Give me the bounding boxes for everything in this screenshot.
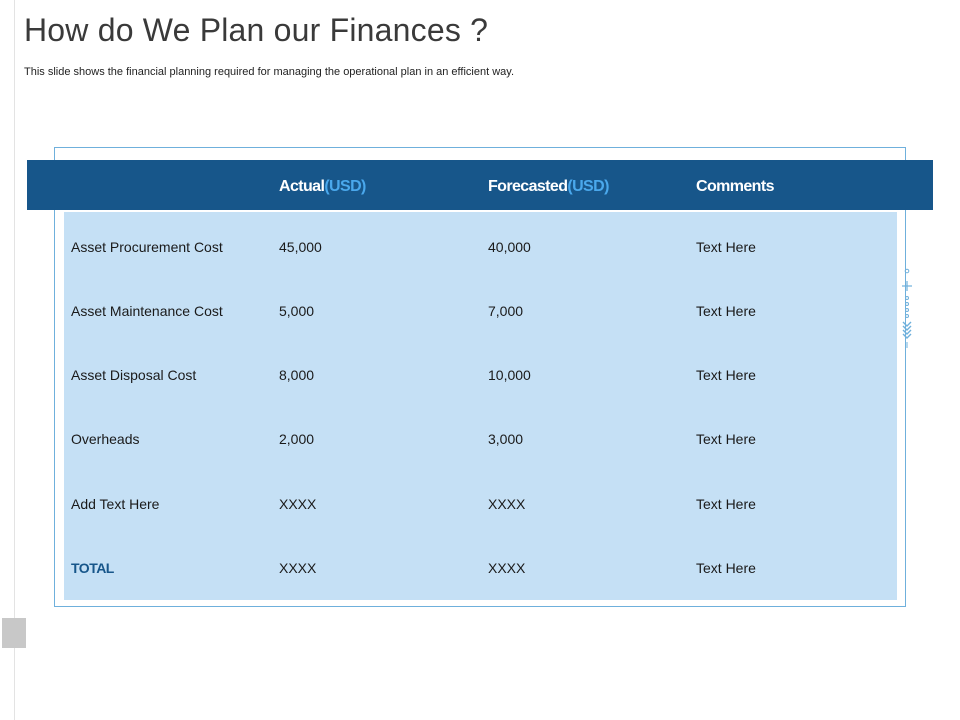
row-actual: 8,000 [279, 367, 315, 383]
row-actual: 2,000 [279, 431, 315, 447]
decorative-chevron-strip-icon [899, 262, 915, 350]
header-forecasted-label: Forecasted [488, 178, 568, 195]
row-label: Overheads [71, 431, 140, 447]
row-label: Asset Procurement Cost [71, 239, 223, 255]
total-actual: XXXX [279, 560, 317, 576]
table-row-total [0, 560, 960, 580]
row-forecasted: 3,000 [488, 431, 524, 447]
table-header-band [27, 160, 933, 210]
row-actual: XXXX [279, 496, 317, 512]
header-comments-label: Comments [696, 178, 774, 195]
row-comment: Text Here [696, 367, 756, 383]
row-forecasted: 10,000 [488, 367, 531, 383]
total-forecasted: XXXX [488, 560, 526, 576]
page-subtitle: This slide shows the financial planning required for managing the operational plan in an efficient way. [24, 66, 515, 78]
table-row [0, 431, 960, 451]
row-label: Asset Disposal Cost [71, 367, 197, 383]
row-label: Add Text Here [71, 496, 160, 512]
left-margin-rule [14, 0, 15, 720]
header-comments [696, 178, 774, 196]
row-forecasted: XXXX [488, 496, 526, 512]
row-comment: Text Here [696, 496, 756, 512]
table-row [0, 303, 960, 323]
row-comment: Text Here [696, 239, 756, 255]
total-label: TOTAL [71, 560, 114, 576]
row-label: Asset Maintenance Cost [71, 303, 223, 319]
table-row [0, 367, 960, 387]
table-row [0, 239, 960, 259]
row-comment: Text Here [696, 431, 756, 447]
total-comment: Text Here [696, 560, 756, 576]
table-row [0, 496, 960, 516]
row-actual: 5,000 [279, 303, 315, 319]
row-forecasted: 40,000 [488, 239, 531, 255]
table-body-panel [64, 212, 897, 600]
header-actual-unit: (USD) [324, 178, 366, 195]
header-forecasted-unit: (USD) [567, 178, 609, 195]
page-title: How do We Plan our Finances ? [24, 12, 489, 48]
header-actual [279, 178, 366, 196]
left-slide-tab [2, 618, 26, 648]
row-comment: Text Here [696, 303, 756, 319]
header-forecasted [488, 178, 609, 196]
row-forecasted: 7,000 [488, 303, 524, 319]
header-actual-label: Actual [279, 178, 325, 195]
row-actual: 45,000 [279, 239, 322, 255]
